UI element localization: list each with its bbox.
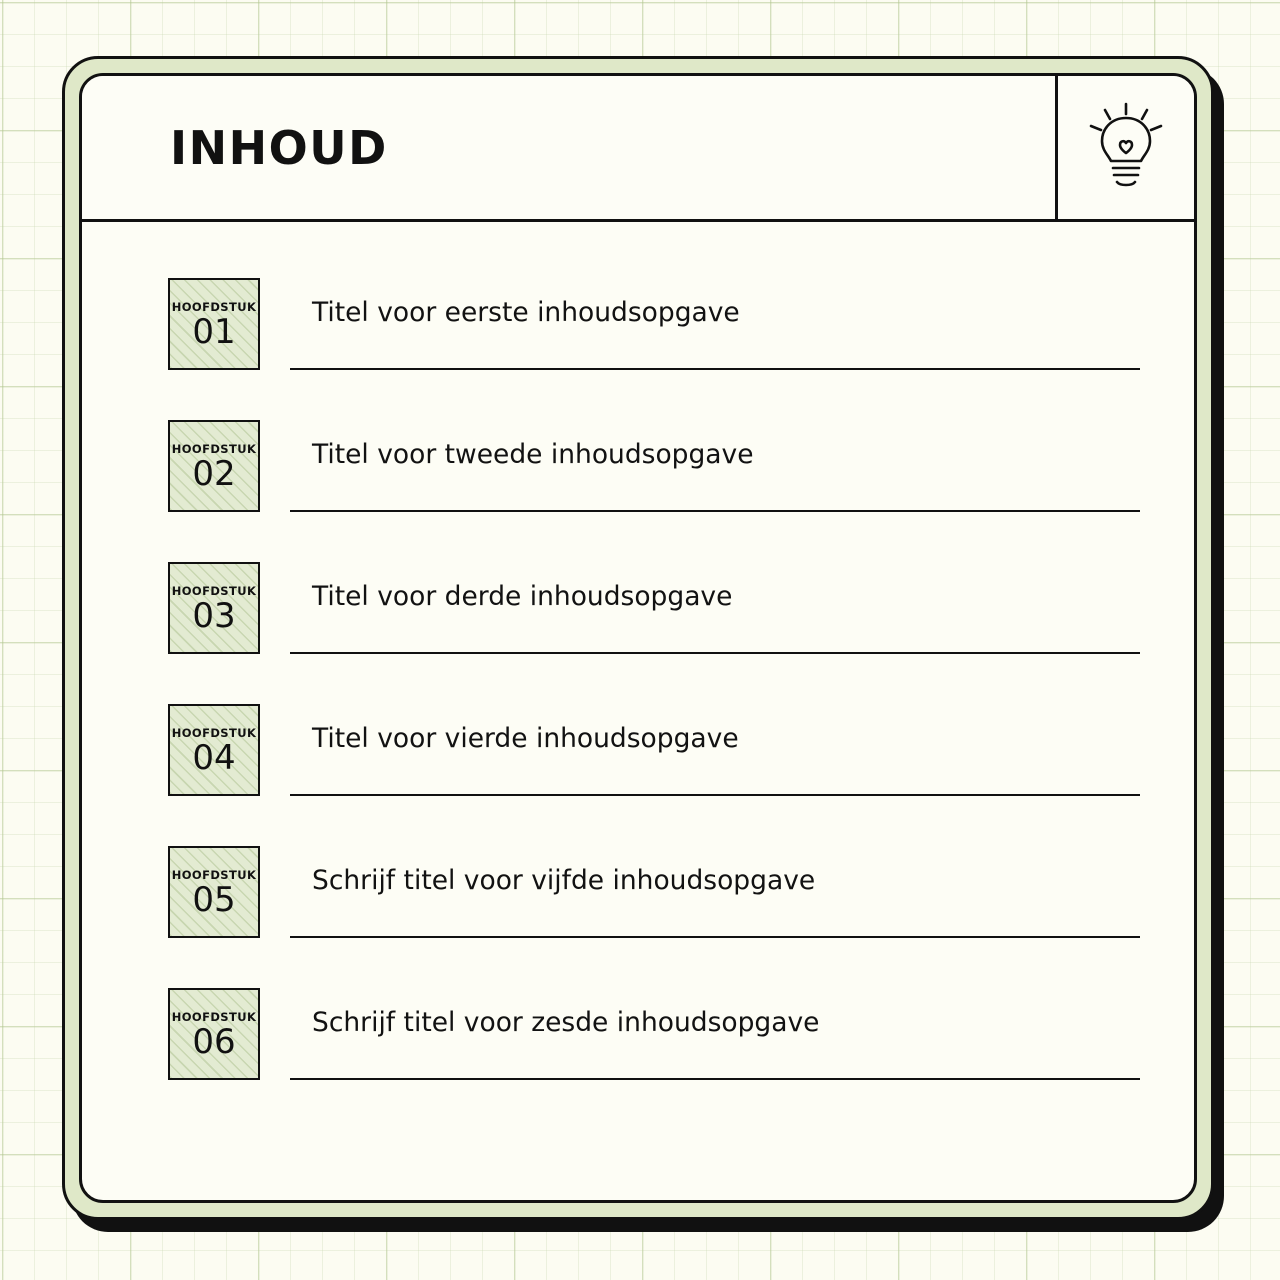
chapter-number: 05 (192, 879, 236, 920)
list-item[interactable] (168, 562, 1140, 654)
chapter-number: 01 (192, 311, 236, 352)
toc-text-wrap (290, 846, 1140, 938)
card-header (82, 76, 1194, 222)
chapter-kicker: HOOFDSTUK (171, 725, 257, 740)
list-item[interactable] (168, 420, 1140, 512)
title-area (82, 76, 1055, 219)
toc-rule (290, 794, 1140, 796)
toc-entry-title: Titel voor derde inhoudsopgave (312, 581, 733, 613)
list-item[interactable] (168, 704, 1140, 796)
toc-text-wrap (290, 704, 1140, 796)
toc-text-wrap (290, 278, 1140, 370)
toc-rule (290, 368, 1140, 370)
chapter-kicker: HOOFDSTUK (171, 583, 257, 598)
chapter-number: 03 (192, 595, 236, 636)
toc-list (82, 222, 1194, 1200)
chapter-kicker: HOOFDSTUK (171, 867, 257, 882)
list-item[interactable] (168, 278, 1140, 370)
toc-text-wrap (290, 562, 1140, 654)
chapter-number: 06 (192, 1021, 236, 1062)
chapter-badge (168, 846, 260, 938)
toc-entry-title: Titel voor tweede inhoudsopgave (312, 439, 754, 471)
chapter-badge (168, 562, 260, 654)
toc-entry-title: Titel voor eerste inhoudsopgave (312, 297, 740, 329)
list-item[interactable] (168, 988, 1140, 1080)
chapter-badge (168, 988, 260, 1080)
chapter-badge (168, 278, 260, 370)
lightbulb-icon (1083, 98, 1169, 198)
toc-card (62, 56, 1214, 1220)
chapter-kicker: HOOFDSTUK (171, 1009, 257, 1024)
chapter-kicker: HOOFDSTUK (171, 299, 257, 314)
chapter-kicker: HOOFDSTUK (171, 441, 257, 456)
toc-rule (290, 652, 1140, 654)
chapter-badge (168, 420, 260, 512)
toc-card-inner (79, 73, 1197, 1203)
toc-rule (290, 1078, 1140, 1080)
toc-entry-title: Titel voor vierde inhoudsopgave (312, 723, 739, 755)
header-icon-box (1055, 76, 1194, 219)
chapter-number: 02 (192, 453, 236, 494)
toc-text-wrap (290, 420, 1140, 512)
toc-rule (290, 936, 1140, 938)
toc-text-wrap (290, 988, 1140, 1080)
toc-entry-title: Schrijf titel voor vijfde inhoudsopgave (312, 865, 816, 897)
page-title: INHOUD (170, 120, 388, 175)
chapter-badge (168, 704, 260, 796)
toc-entry-title: Schrijf titel voor zesde inhoudsopgave (312, 1007, 820, 1039)
toc-rule (290, 510, 1140, 512)
list-item[interactable] (168, 846, 1140, 938)
chapter-number: 04 (192, 737, 236, 778)
